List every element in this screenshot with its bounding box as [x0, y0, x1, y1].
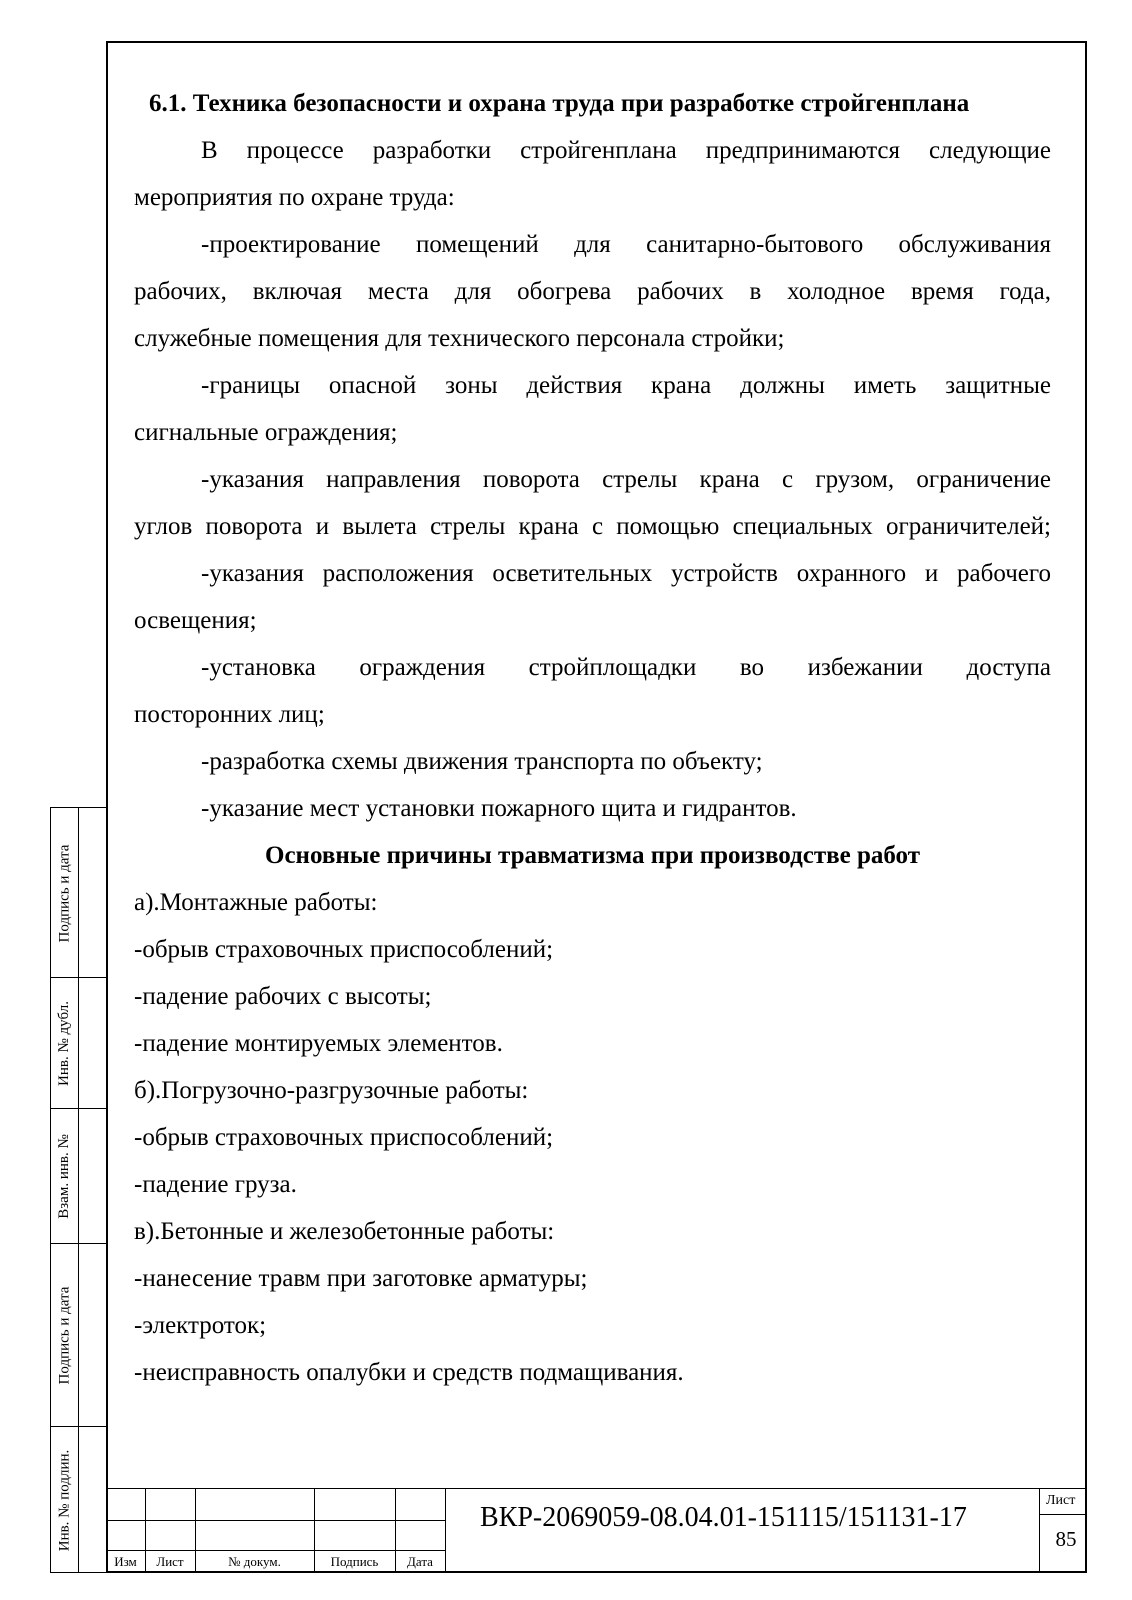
list-item: а).Монтажные работы:	[134, 889, 378, 916]
paragraph-line: освещения;	[134, 607, 257, 634]
strip-label: Инв. № подлин.	[56, 1449, 72, 1552]
strip-label: Инв. № дубл.	[56, 1001, 72, 1086]
list-item: -нанесение травм при заготовке арматуры;	[134, 1265, 588, 1292]
divider	[1039, 1514, 1087, 1515]
divider	[1039, 1488, 1040, 1573]
strip-label: Взам. инв. №	[56, 1134, 72, 1219]
paragraph-line: -указания направления поворота стрелы крана с грузом, ограничение	[201, 466, 1051, 493]
list-item: -обрыв страховочных приспособлений;	[134, 936, 554, 963]
section-title: 6.1. Техника безопасности и охрана труда при разработке стройгенплана	[149, 90, 970, 117]
paragraph-line: В процессе разработки стройгенплана предпринимаются следующие	[201, 137, 1051, 164]
column-label: Подпись	[330, 1554, 379, 1569]
paragraph-line: -границы опасной зоны действия крана должны иметь защитные	[201, 372, 1051, 399]
subheading: Основные причины травматизма при производстве работ	[265, 842, 920, 869]
list-item: -падение груза.	[134, 1171, 297, 1198]
paragraph-line: -проектирование помещений для санитарно-бытового обслуживания	[201, 231, 1051, 258]
paragraph-line: углов поворота и вылета стрелы крана с помощью специальных ограничителей;	[134, 513, 1051, 540]
column-label: Лист	[156, 1554, 184, 1569]
document-body	[134, 80, 1051, 1396]
paragraph-line: -установка ограждения стройплощадки во избежании доступа	[201, 654, 1051, 681]
paragraph-line: рабочих, включая места для обогрева рабочих в холодное время года,	[134, 278, 1051, 305]
column-label: Изм	[114, 1554, 137, 1569]
paragraph-line: -разработка схемы движения транспорта по объекту;	[201, 748, 763, 775]
list-item: -неисправность опалубки и средств подмащивания.	[134, 1359, 684, 1386]
paragraph-line: мероприятия по охране труда:	[134, 184, 455, 211]
list-item: б).Погрузочно-разгрузочные работы:	[134, 1077, 529, 1104]
list-item: -падение рабочих с высоты;	[134, 983, 432, 1010]
list-item: -падение монтируемых элементов.	[134, 1030, 503, 1057]
sheet-label: Лист	[1046, 1493, 1076, 1508]
paragraph-line: служебные помещения для технического персонала стройки;	[134, 325, 785, 352]
paragraph-line: -указание мест установки пожарного щита и гидрантов.	[201, 795, 797, 822]
divider	[106, 1488, 1087, 1489]
strip-label: Подпись и дата	[56, 1286, 73, 1385]
document-code: ВКР-2069059-08.04.01-151115/151131-17	[480, 1502, 967, 1533]
strip-label: Подпись и дата	[56, 844, 73, 942]
side-strip	[50, 807, 106, 1573]
column-label: Дата	[407, 1554, 433, 1569]
paragraph-line: посторонних лиц;	[134, 701, 325, 728]
paragraph-line: -указания расположения осветительных устройств охранного и рабочего	[201, 560, 1051, 587]
list-item: -обрыв страховочных приспособлений;	[134, 1124, 554, 1151]
paragraph-line: сигнальные ограждения;	[134, 419, 398, 446]
list-item: в).Бетонные и железобетонные работы:	[134, 1218, 555, 1245]
sheet-number: 85	[1055, 1527, 1077, 1551]
list-item: -электроток;	[134, 1312, 267, 1339]
column-label: № докум.	[228, 1554, 281, 1569]
divider	[445, 1488, 446, 1573]
